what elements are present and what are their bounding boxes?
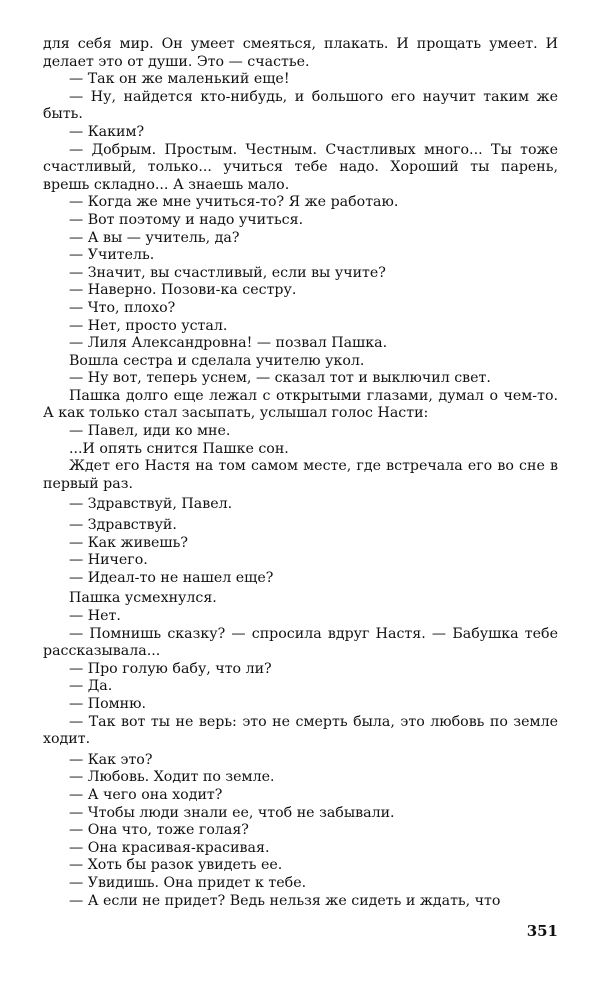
paragraph: — Что, плохо? xyxy=(69,299,176,316)
paragraph: — Каким? xyxy=(69,123,145,140)
paragraph: — Помнишь сказку? — спросила вдруг Настя. — Бабушка тебе рассказывала... xyxy=(43,625,558,660)
paragraph: — Когда же мне учиться-то? Я же работаю. xyxy=(69,194,399,211)
page-number: 351 xyxy=(526,922,558,940)
paragraph: — Она что, тоже голая? xyxy=(69,822,249,839)
paragraph: — Чтобы люди знали ее, чтоб не забывали. xyxy=(69,804,395,821)
book-page-text xyxy=(43,36,558,910)
paragraph: — Как живешь? xyxy=(69,534,188,551)
paragraph: — Нет, просто устал. xyxy=(69,317,228,334)
paragraph: — Павел, иди ко мне. xyxy=(69,423,231,440)
paragraph: — Здравствуй, Павел. xyxy=(69,496,233,513)
paragraph: — А чего она ходит? xyxy=(69,786,223,803)
paragraph: — Идеал-то не нашел еще? xyxy=(69,569,274,586)
paragraph: — Лиля Александровна! — позвал Пашка. xyxy=(69,335,388,352)
paragraph: — Хоть бы разок увидеть ее. xyxy=(69,857,283,874)
paragraph: — Нет. xyxy=(69,608,121,624)
paragraph: для себя мир. Он умеет смеяться, плакать. И прощать умеет. И делает это от души. Это — счастье. xyxy=(43,36,558,70)
paragraph: — Любовь. Ходит по земле. xyxy=(69,769,275,786)
paragraph: — Вот поэтому и надо учиться. xyxy=(69,211,304,228)
paragraph: — Увидишь. Она придет к тебе. xyxy=(69,874,307,891)
paragraph: Вошла сестра и сделала учителю укол. xyxy=(69,352,365,369)
paragraph: — Про голую бабу, что ли? xyxy=(69,660,272,677)
paragraph: ...И опять снится Пашке сон. xyxy=(69,440,289,457)
paragraph: — Так он же маленький еще! xyxy=(69,71,290,88)
paragraph: — Здравствуй. xyxy=(69,517,177,534)
paragraph: — Она красивая-красивая. xyxy=(69,839,270,856)
paragraph: — Наверно. Позови-ка сестру. xyxy=(69,282,297,299)
paragraph: — А если не придет? Ведь нельзя же сидеть и ждать, что xyxy=(69,892,501,909)
paragraph: — Как это? xyxy=(69,751,153,768)
paragraph: Пашка долго еще лежал с открытыми глазами, думал о чем-то. А как только стал засыпать, услышал голос Насти: xyxy=(43,387,558,422)
paragraph: Пашка усмехнулся. xyxy=(69,590,217,607)
paragraph: — А вы — учитель, да? xyxy=(69,229,240,246)
paragraph: — Учитель. xyxy=(69,247,155,264)
paragraph: — Так вот ты не верь: это не смерть была, это любовь по земле ходит. xyxy=(43,713,558,748)
paragraph: — Ну, найдется кто-нибудь, и большого его научит таким же быть. xyxy=(43,88,558,123)
paragraph: — Помню. xyxy=(69,695,146,712)
paragraph: — Добрым. Простым. Честным. Счастливых много... Ты тоже счастливый, только... учиться тебе надо. Хороший ты парень, врешь складно... А знаешь мало. xyxy=(43,141,558,193)
paragraph: — Да. xyxy=(69,678,113,695)
paragraph: — Ну вот, теперь уснем, — сказал тот и выключил свет. xyxy=(69,370,491,387)
paragraph: Ждет его Настя на том самом месте, где встречала его во сне в первый раз. xyxy=(43,458,558,492)
paragraph: — Значит, вы счастливый, если вы учите? xyxy=(69,264,386,281)
paragraph: — Ничего. xyxy=(69,552,148,569)
